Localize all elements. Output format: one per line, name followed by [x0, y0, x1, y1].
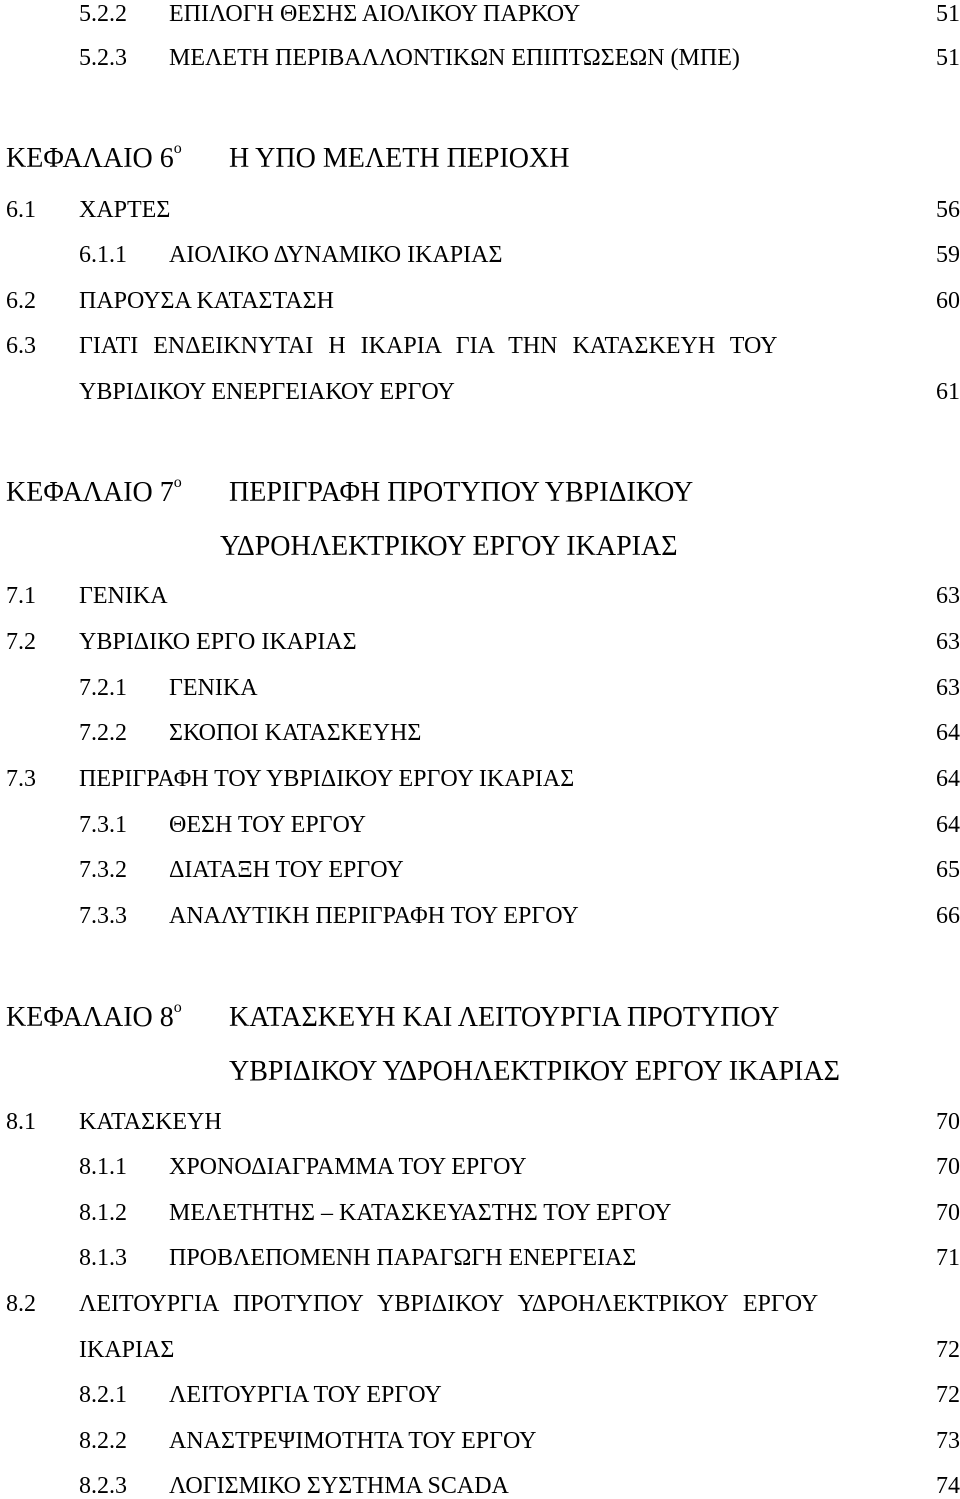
entry-number: 5.2.2 — [79, 1, 127, 27]
entry-number: 8.1.3 — [79, 1245, 127, 1271]
chapter-title-line1: ΚΑΤΑΣΚΕΥΗ ΚΑΙ ΛΕΙΤΟΥΡΓΙΑ ΠΡΟΤΥΠΟΥ — [229, 1002, 780, 1033]
toc-entry-8-2-1 — [0, 1383, 960, 1429]
toc-entry-6-3 — [0, 334, 960, 380]
entry-number: 6.1.1 — [79, 242, 127, 268]
entry-number: 8.2.3 — [79, 1473, 127, 1499]
entry-number: 7.2.2 — [79, 720, 127, 746]
chapter-label: ΚΕΦΑΛΑΙΟ 6 — [6, 143, 174, 174]
entry-number: 7.2 — [6, 629, 36, 655]
entry-page: 60 — [936, 288, 960, 314]
toc-entry-8-1-1 — [0, 1155, 960, 1201]
entry-title: ΑΝΑΛΥΤΙΚΗ ΠΕΡΙΓΡΑΦΗ ΤΟΥ ΕΡΓΟΥ — [169, 903, 579, 929]
toc-entry-7-2 — [0, 630, 960, 676]
entry-page: 64 — [936, 720, 960, 746]
entry-number: 6.3 — [6, 333, 36, 359]
chapter-title-line1: ΠΕΡΙΓΡΑΦΗ ΠΡΟΤΥΠΟΥ ΥΒΡΙΔΙΚΟΥ — [229, 477, 694, 508]
entry-title: ΕΠΙΛΟΓΗ ΘΕΣΗΣ ΑΙΟΛΙΚΟΥ ΠΑΡΚΟΥ — [169, 1, 581, 27]
entry-number: 6.2 — [6, 288, 36, 314]
chapter-label: ΚΕΦΑΛΑΙΟ 7 — [6, 477, 174, 508]
entry-page: 61 — [936, 379, 960, 405]
chapter-ordinal: ο — [173, 474, 182, 491]
toc-entry-8-2-cont — [0, 1338, 960, 1384]
entry-title: ΠΑΡΟΥΣΑ ΚΑΤΑΣΤΑΣΗ — [79, 288, 334, 314]
toc-entry-7-3-3 — [0, 904, 960, 950]
entry-title: ΥΒΡΙΔΙΚΟ ΕΡΓΟ ΙΚΑΡΙΑΣ — [79, 629, 357, 655]
entry-page: 73 — [936, 1428, 960, 1454]
entry-title-cont: ΥΒΡΙΔΙΚΟΥ ΕΝΕΡΓΕΙΑΚΟΥ ΕΡΓΟΥ — [79, 379, 455, 405]
chapter-6-heading — [0, 140, 960, 205]
entry-title: ΑΝΑΣΤΡΕΨΙΜΟΤΗΤΑ ΤΟΥ ΕΡΓΟΥ — [169, 1428, 537, 1454]
entry-number: 8.1 — [6, 1109, 36, 1135]
entry-title: ΓΕΝΙΚΑ — [79, 583, 168, 609]
toc-entry-7-2-1 — [0, 676, 960, 722]
entry-title: ΓΕΝΙΚΑ — [169, 675, 258, 701]
entry-page: 51 — [936, 45, 960, 71]
entry-number: 5.2.3 — [79, 45, 127, 71]
entry-title: ΠΕΡΙΓΡΑΦΗ ΤΟΥ ΥΒΡΙΔΙΚΟΥ ΕΡΓΟΥ ΙΚΑΡΙΑΣ — [79, 766, 575, 792]
entry-title: ΘΕΣΗ ΤΟΥ ΕΡΓΟΥ — [169, 812, 367, 838]
entry-page: 66 — [936, 903, 960, 929]
entry-page: 63 — [936, 583, 960, 609]
toc-entry-5-2-2 — [0, 2, 960, 48]
toc-entry-6-1-1 — [0, 243, 960, 289]
chapter-ordinal: ο — [173, 140, 182, 157]
chapter-7-heading — [0, 474, 960, 579]
entry-title: ΜΕΛΕΤΗΤΗΣ – ΚΑΤΑΣΚΕΥΑΣΤΗΣ ΤΟΥ ΕΡΓΟΥ — [169, 1200, 672, 1226]
entry-number: 7.3 — [6, 766, 36, 792]
entry-page: 65 — [936, 857, 960, 883]
entry-title: ΧΡΟΝΟΔΙΑΓΡΑΜΜΑ ΤΟΥ ΕΡΓΟΥ — [169, 1154, 527, 1180]
chapter-8-heading — [0, 999, 960, 1104]
entry-number: 8.1.2 — [79, 1200, 127, 1226]
toc-entry-7-3-1 — [0, 813, 960, 859]
entry-title: ΜΕΛΕΤΗ ΠΕΡΙΒΑΛΛΟΝΤΙΚΩΝ ΕΠΙΠΤΩΣΕΩΝ (ΜΠΕ) — [169, 45, 740, 71]
chapter-title-line2: ΥΒΡΙΔΙΚΟΥ ΥΔΡΟΗΛΕΚΤΡΙΚΟΥ ΕΡΓΟΥ ΙΚΑΡΙΑΣ — [229, 1056, 840, 1087]
toc-entry-8-1-3 — [0, 1246, 960, 1292]
entry-title: ΛΕΙΤΟΥΡΓΙΑ ΤΟΥ ΕΡΓΟΥ — [169, 1382, 442, 1408]
entry-title: ΔΙΑΤΑΞΗ ΤΟΥ ΕΡΓΟΥ — [169, 857, 404, 883]
toc-entry-8-1-2 — [0, 1201, 960, 1247]
entry-page: 70 — [936, 1109, 960, 1135]
toc-entry-6-2 — [0, 289, 960, 335]
entry-number: 7.2.1 — [79, 675, 127, 701]
entry-number: 7.3.2 — [79, 857, 127, 883]
toc-entry-7-2-2 — [0, 721, 960, 767]
entry-page: 63 — [936, 675, 960, 701]
chapter-label: ΚΕΦΑΛΑΙΟ 8 — [6, 1002, 174, 1033]
entry-title: ΚΑΤΑΣΚΕΥΗ — [79, 1109, 222, 1135]
entry-number: 6.1 — [6, 197, 36, 223]
toc-entry-5-2-3 — [0, 46, 960, 92]
toc-entry-8-2 — [0, 1292, 960, 1338]
entry-page: 59 — [936, 242, 960, 268]
entry-title: ΠΡΟΒΛΕΠΟΜΕΝΗ ΠΑΡΑΓΩΓΗ ΕΝΕΡΓΕΙΑΣ — [169, 1245, 637, 1271]
entry-page: 64 — [936, 766, 960, 792]
entry-title: ΛΟΓΙΣΜΙΚΟ ΣΥΣΤΗΜΑ SCADA — [169, 1473, 509, 1499]
entry-number: 8.2.2 — [79, 1428, 127, 1454]
toc-entry-8-1 — [0, 1110, 960, 1156]
entry-page: 63 — [936, 629, 960, 655]
entry-title: ΣΚΟΠΟΙ ΚΑΤΑΣΚΕΥΗΣ — [169, 720, 422, 746]
entry-title: ΑΙΟΛΙΚΟ ΔΥΝΑΜΙΚΟ ΙΚΑΡΙΑΣ — [169, 242, 503, 268]
entry-page: 64 — [936, 812, 960, 838]
entry-title-cont: ΙΚΑΡΙΑΣ — [79, 1337, 175, 1363]
chapter-title-line2: ΥΔΡΟΗΛΕΚΤΡΙΚΟΥ ΕΡΓΟΥ ΙΚΑΡΙΑΣ — [220, 531, 678, 562]
toc-entry-6-1 — [0, 198, 960, 244]
entry-title: ΛΕΙΤΟΥΡΓΙΑ ΠΡΟΤΥΠΟΥ ΥΒΡΙΔΙΚΟΥ ΥΔΡΟΗΛΕΚΤΡΙΚΟΥ ΕΡΓΟΥ — [79, 1291, 819, 1317]
entry-number: 7.3.1 — [79, 812, 127, 838]
entry-number: 7.1 — [6, 583, 36, 609]
chapter-ordinal: ο — [173, 999, 182, 1016]
toc-entry-8-2-3 — [0, 1474, 960, 1497]
toc-entry-7-3 — [0, 767, 960, 813]
entry-number: 8.1.1 — [79, 1154, 127, 1180]
entry-page: 72 — [936, 1337, 960, 1363]
entry-page: 71 — [936, 1245, 960, 1271]
entry-title: ΧΑΡΤΕΣ — [79, 197, 171, 223]
entry-page: 70 — [936, 1154, 960, 1180]
entry-page: 74 — [936, 1473, 960, 1499]
entry-title: ΓΙΑΤΙ ΕΝΔΕΙΚΝΥΤΑΙ Η ΙΚΑΡΙΑ ΓΙΑ ΤΗΝ ΚΑΤΑΣΚΕΥΗ ΤΟΥ — [79, 333, 778, 359]
entry-number: 7.3.3 — [79, 903, 127, 929]
toc-entry-6-3-cont — [0, 380, 960, 426]
entry-page: 72 — [936, 1382, 960, 1408]
toc-entry-7-1 — [0, 584, 960, 630]
entry-number: 8.2 — [6, 1291, 36, 1317]
toc-entry-7-3-2 — [0, 858, 960, 904]
toc-entry-8-2-2 — [0, 1429, 960, 1475]
chapter-title: Η ΥΠΟ ΜΕΛΕΤΗ ΠΕΡΙΟΧΗ — [229, 143, 570, 174]
entry-page: 70 — [936, 1200, 960, 1226]
entry-page: 51 — [936, 1, 960, 27]
entry-number: 8.2.1 — [79, 1382, 127, 1408]
entry-page: 56 — [936, 197, 960, 223]
